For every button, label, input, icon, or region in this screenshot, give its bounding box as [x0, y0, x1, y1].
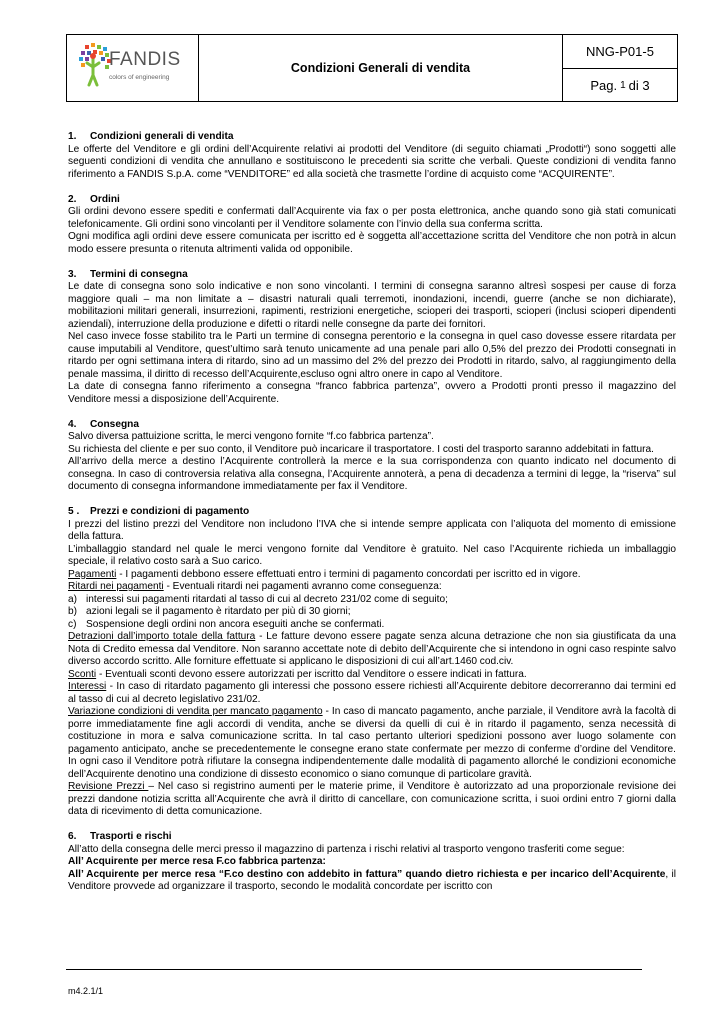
section-heading: 5 . Prezzi e condizioni di pagamento: [68, 506, 250, 517]
logo-dot: [97, 45, 101, 49]
document-title: Condizioni Generali di vendita: [199, 35, 563, 101]
section-paragraph: Ogni modifica agli ordini deve essere comunicata per iscritto ed è soggetta all’accettazione scritta del Venditore che non potrà in alcun modo essere presunta o ritenuta altrimenti valida od opponibile.: [68, 231, 676, 255]
logo-dot: [101, 57, 105, 61]
section-paragraph: Salvo diversa pattuizione scritta, le merci vengono fornite “f.co fabbrica partenza”.: [68, 431, 434, 442]
ritardi-list: [68, 594, 676, 632]
section-heading: 4. Consegna: [68, 418, 139, 430]
list-item: a) interessi sui pagamenti ritardati al tasso di cui al decreto 231/02 come di seguito;: [68, 593, 448, 605]
interessi-paragraph: Interessi - In caso di ritardato pagamento gli interessi che possono essere richiesti all’Acquirente debitore decorreranno dai termini ed al tasso di cui al decreto legislativo 231/02.: [68, 681, 676, 705]
section-1: [68, 131, 676, 181]
section-3: [68, 269, 676, 407]
bold-clause-2: All’ Acquirente per merce resa “F.co destino con addebito in fattura” quando dietro richiesta e per incarico dell’Acquirente, il Venditore provvede ad organizzare il trasporto, secondo le modalità concordate per iscritto con: [68, 868, 676, 892]
document-header: [66, 34, 678, 102]
brand-name: FANDIS: [109, 49, 181, 70]
section-5: [68, 506, 676, 819]
page-total: di 3: [628, 77, 650, 93]
section-6: [68, 831, 676, 894]
logo-dot: [79, 57, 83, 61]
section-heading: 3. Termini di consegna: [68, 268, 188, 280]
footer-divider: [66, 969, 642, 970]
logo-dot: [99, 51, 103, 55]
section-paragraph: All’atto della consegna delle merci presso il magazzino di partenza i rischi relativi al trasporto vengono trasferiti come segue:: [68, 843, 625, 855]
page-number: 1: [620, 79, 626, 91]
pagamenti-paragraph: Pagamenti - I pagamenti debbono essere effettuati entro i termini di pagamento concordati per iscritto ed in vigore.: [68, 568, 581, 580]
document-body: [68, 131, 676, 906]
section-paragraph: L’imballaggio standard nel quale le merci vengono fornite dal Venditore è gratuito. Nel caso l’Acquirente richieda un imballaggio speciale, il relativo costo sarà a Suo carico.: [68, 543, 676, 567]
section-4: [68, 419, 676, 494]
document-code: NNG-P01-5: [563, 35, 677, 69]
page-indicator: [563, 69, 677, 101]
logo-dot: [81, 51, 85, 55]
section-paragraph: La date di consegna fanno riferimento a consegna “franco fabbrica partenza”, ovvero a Prodotti pronti presso il magazzino del Venditore messi a disposizione dell’Acquirente.: [68, 381, 676, 405]
section-paragraph: I prezzi del listino prezzi del Venditore non includono l’IVA che si intende sempre applicata con l’aliquota del momento di emissione della fattura.: [68, 518, 676, 542]
brand-tagline: colors of engineering: [109, 74, 170, 81]
logo-dot: [87, 51, 91, 55]
variazione-paragraph: Variazione condizioni di vendita per mancato pagamento - In caso di mancato pagamento, anche parziale, il Venditore avrà la facoltà di porre immediatamente fine agli accordi di vendita, anche se diversi da quelli di cui è in ritardo il pagamento, senza necessità di costituzione in mora e salva comunicazione scritta. In tal caso pertanto ulteriori spedizioni possono aver luogo solamente con pagamento anticipato, anche se precedentemente le consegne erano state confermate per mezzo di conferme d’ordine del Venditore. In ogni caso il Venditore potrà rifiutare la consegna indipendentemente dalle modalità di pagamento allorché le condizioni economiche dell’Acquirente denotino una condizione di dissesto economico o siano comunque di particolare gravità.: [68, 706, 676, 780]
section-heading: 1. Condizioni generali di vendita: [68, 131, 234, 142]
logo-head: [90, 53, 96, 59]
logo-dot: [85, 57, 89, 61]
section-paragraph: Su richiesta del cliente e per suo conto, il Venditore può incaricare il trasportatore. I costi del trasporto saranno addebitati in fattura.: [68, 443, 654, 455]
section-2: [68, 194, 676, 257]
logo-dot: [91, 43, 95, 47]
logo-cell: [67, 35, 199, 101]
logo-figure: [87, 59, 99, 85]
logo-dot: [85, 45, 89, 49]
detrazioni-paragraph: Detrazioni dall’importo totale della fattura - Le fatture devono essere pagate senza alcuna detrazione che non sia giustificata da una Nota di Credito emessa dal Venditore. Non saranno accettate note di debito dell’Acquirente che si intendono in ogni caso respinte salvo diverso accordo scritto. Alle forniture effettuate si applicano le disposizioni di cui all’art.1460 cod.civ.: [68, 631, 676, 667]
footer-code: m4.2.1/1: [68, 986, 104, 996]
section-heading: 2. Ordini: [68, 193, 120, 205]
header-meta: [563, 35, 677, 101]
ritardi-paragraph: Ritardi nei pagamenti - Eventuali ritardi nei pagamenti avranno come conseguenza:: [68, 581, 442, 592]
list-item: b) azioni legali se il pagamento è ritardato per più di 30 giorni;: [68, 606, 351, 617]
section-paragraph: Le offerte del Venditore e gli ordini dell’Acquirente relativi ai prodotti del Venditore (di seguito chiamati „Prodotti“) sono soggetti alle seguenti condizioni di vendita che annullano e sostituiscono le precedenti sia scritte che verbali. Queste condizioni di vendita fanno riferimento a FANDIS S.p.A. come “VENDITORE” ed alla società che trasmette l’ordine di acquisto come “ACQUIRENTE”.: [68, 143, 676, 180]
page-label: Pag.: [590, 77, 618, 93]
section-paragraph: Gli ordini devono essere spediti e confermati dall’Acquirente via fax o per posta elettronica, anche quando sono già stati comunicati telefonicamente. Gli ordini sono vincolanti per il Venditore solamente con l’invio della sua conferma scritta.: [68, 206, 676, 230]
fandis-logo-icon: [75, 41, 111, 95]
section-paragraph: All’arrivo della merce a destino l’Acquirente controllerà la merce e la sua corrispondenza con quanto indicato nel documento di consegna. In caso di controversia relativa alla consegna, l’Acquirente annoterà, a pena di decadenza a termini di legge, la “riserva” sul documento di consegna informandone immediatamente per fax il Venditore.: [68, 456, 676, 492]
revisione-paragraph: Revisione Prezzi – Nel caso si registrino aumenti per le materie prime, il Venditore è autorizzato ad una proporzionale revisione dei prezzi dandone notizia scritta all’Acquirente che avrà il diritto di cancellare, con comunicazione scritta, i suoi ordini entro 7 giorni dalla data di ricevimento di detta comunicazione.: [68, 781, 676, 817]
bold-clause: All’ Acquirente per merce resa F.co fabbrica partenza:: [68, 856, 326, 867]
logo-dot: [81, 63, 85, 67]
list-item: c) Sospensione degli ordini non ancora eseguiti anche se confermati.: [68, 618, 385, 630]
section-paragraph: Nel caso invece fosse stabilito tra le Parti un termine di consegna perentorio e la consegna in quel caso dovesse essere ritardata per cause imputabili al Venditore, quest’ultimo sarà tenuto unicamente ad una penale pari allo 0,5% del prezzo dei Prodotti consegnati in ritardo per ogni settimana intera di ritardo, sino ad un massimo del 2% del prezzo dei Prodotti in ritardo, salvo, al raggiungimento della penale massima, il diritto di recesso dell’Acquirente,escluso ogni altro onere in capo al Venditore.: [68, 331, 676, 380]
sconti-paragraph: Sconti - Eventuali sconti devono essere autorizzati per iscritto dal Venditore o essere indicati in fattura.: [68, 668, 527, 680]
section-paragraph: Le date di consegna sono solo indicative e non sono vincolanti. I termini di consegna saranno altresì sospesi per cause di forza maggiore quali – ma non limitate a – disastri naturali quali terremoti, inondazioni, incendi, guerre (anche se non dichiarate), mobilitazioni militari generali, insurrezioni, rapimenti, restrizioni energetiche, scioperi dei trasporti, scioperi (inclusi scioperi dipendenti aziendali), interruzione della produzione e difetti o ritardi nelle consegne da parte dei fornitori.: [68, 281, 676, 330]
section-heading: 6. Trasporti e rischi: [68, 831, 172, 842]
logo-dot: [103, 47, 107, 51]
